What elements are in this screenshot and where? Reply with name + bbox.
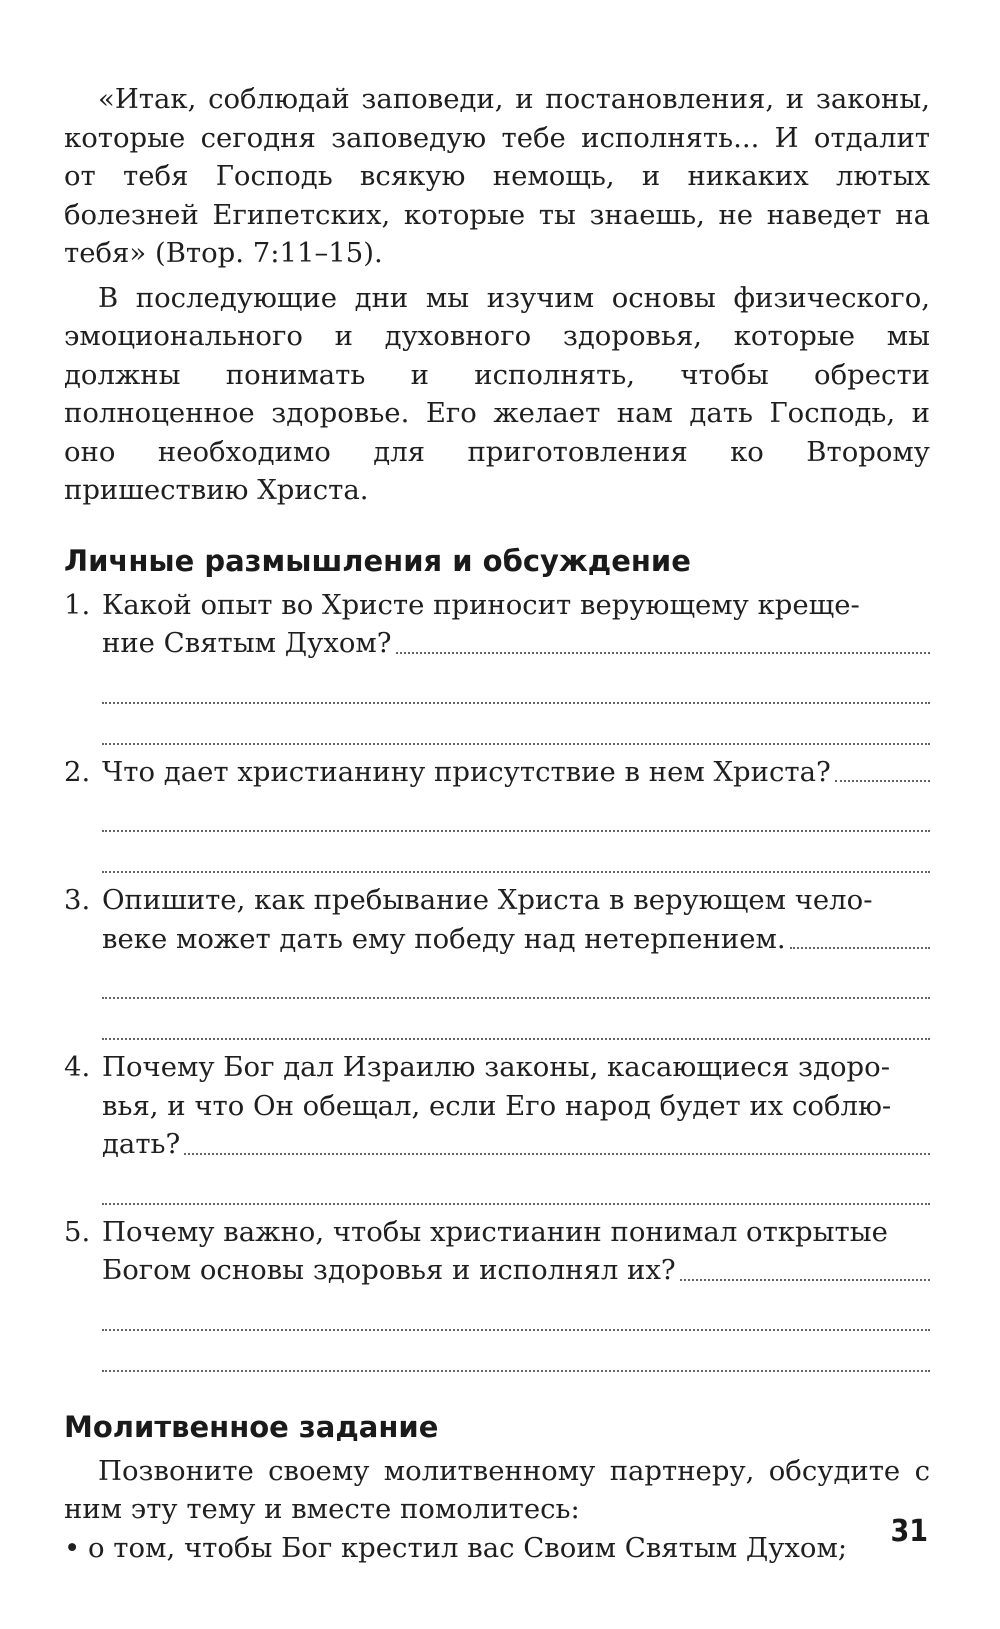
question-number: 2.: [64, 755, 91, 788]
scripture-paragraph: «Итак, соблюдай заповеди, и постановления, и законы, которые сегодня заповедую тебе исполнять... И отдалит от тебя Господь всякую немощь, и никаких лютых болезней Египетских, которые ты знаешь, не наведет на тебя» (Втор. 7:11–15).: [64, 83, 930, 269]
question-item: [64, 586, 930, 745]
question-number: 5.: [64, 1215, 91, 1248]
answer-line[interactable]: [184, 1152, 930, 1155]
answer-line[interactable]: [102, 665, 930, 704]
list-item: [64, 1529, 930, 1568]
answer-line[interactable]: [102, 960, 930, 999]
question-text-line: веке может дать ему победу над нетерпением.: [102, 922, 786, 955]
answer-line[interactable]: [102, 1001, 930, 1040]
question-text-line: Почему важно, чтобы христианин понимал открытые: [102, 1215, 888, 1248]
prayer-heading: Молитвенное задание: [64, 1409, 439, 1444]
question-text-line: Почему Бог дал Израилю законы, касающиеся здоро-: [102, 1051, 890, 1083]
answer-line[interactable]: [102, 706, 930, 745]
answer-line[interactable]: [102, 834, 930, 873]
question-number: 3.: [64, 884, 91, 916]
reflection-heading: Личные размышления и обсуждение: [64, 543, 691, 578]
question-item: [64, 753, 930, 874]
answer-line[interactable]: [102, 793, 930, 832]
question-number: 1.: [64, 588, 91, 621]
answer-line[interactable]: [102, 1292, 930, 1331]
answer-line[interactable]: [396, 651, 930, 654]
question-item: [64, 1213, 930, 1372]
answer-line[interactable]: [102, 1166, 930, 1205]
intro-paragraph: В последующие дни мы изучим основы физического, эмоционального и духовного здоровья, которые мы должны понимать и исполнять, чтобы обрести полноценное здоровье. Его желает нам дать Господь, и оно необходимо для приготовления ко Второму пришествию Христа.: [64, 281, 930, 506]
question-text-line: Какой опыт во Христе приносит верующему креще-: [102, 588, 860, 621]
answer-line[interactable]: [102, 1333, 930, 1372]
bullet-text: о том, чтобы Бог крестил вас Своим Святым Духом;: [88, 1531, 848, 1564]
prayer-bullet-list: [64, 1529, 930, 1568]
page-number: 31: [890, 1514, 928, 1549]
answer-line[interactable]: [790, 946, 930, 949]
question-text-line: Богом основы здоровья и исполнял их?: [102, 1254, 676, 1286]
bullet-icon: •: [64, 1531, 81, 1564]
question-text-line: вья, и что Он обещал, если Его народ будет их соблю-: [102, 1089, 892, 1122]
question-text-line: Опишите, как пребывание Христа в верующем чело-: [102, 884, 873, 916]
question-text-line: дать?: [102, 1128, 181, 1160]
question-text-line: Что дает христианину присутствие в нем Христа?: [102, 755, 831, 788]
question-item: [64, 1048, 930, 1205]
question-number: 4.: [64, 1051, 91, 1083]
question-item: [64, 881, 930, 1040]
question-list: [64, 586, 930, 1372]
prayer-intro: Позвоните своему молитвенному партнеру, обсудите с ним эту тему и вместе помолитесь:: [64, 1454, 930, 1525]
answer-line[interactable]: [680, 1278, 930, 1281]
question-text-line: ние Святым Духом?: [102, 627, 392, 659]
answer-line[interactable]: [835, 779, 930, 782]
